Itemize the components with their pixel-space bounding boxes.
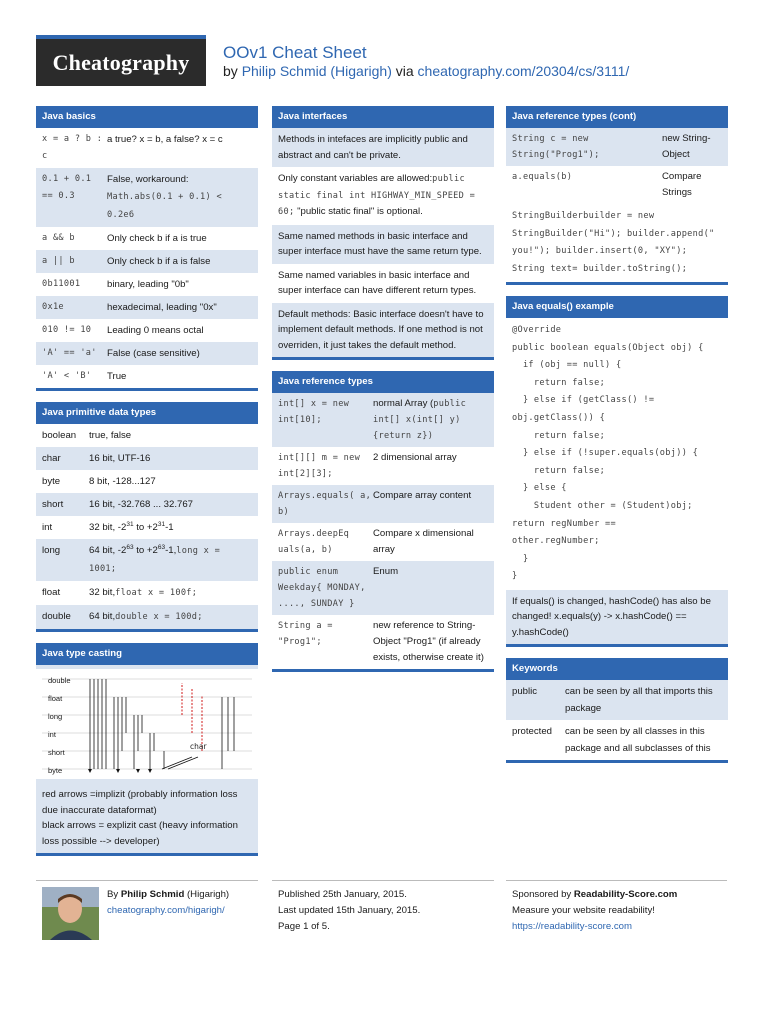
equals-code	[506, 318, 728, 590]
desc-cell	[107, 276, 252, 293]
item-text: Same named methods in basic interface and super interface must have the same return type.	[278, 230, 482, 257]
item-text: Default methods: Basic interface doesn't have to implement default methods. If one method is not overriden, it just takes the default method.	[278, 308, 484, 351]
code-cell: 'A' < 'B'	[42, 371, 92, 381]
desc-cell	[373, 564, 488, 612]
section-title: Keywords	[506, 658, 728, 680]
type-cell: byte	[42, 476, 61, 487]
keyword-cell: public	[512, 686, 538, 698]
code-line: return false;	[512, 430, 606, 441]
column-1	[36, 106, 258, 867]
type-label: double	[48, 676, 71, 685]
desc-text: to +2	[133, 522, 158, 533]
type-label: byte	[48, 766, 63, 775]
code-cell: a || b	[42, 256, 75, 266]
item-code: public static final int HIGHWAY_MIN_SPEED = 60;	[278, 174, 476, 217]
interfaces-box	[272, 106, 494, 360]
table-row	[36, 516, 258, 539]
page-title: OOv1 Cheat Sheet	[223, 43, 367, 62]
type-casting-diagram	[42, 669, 252, 779]
list-item	[272, 167, 494, 225]
desc-text: Only check b if a is false	[107, 256, 211, 267]
item-text: Methods in intefaces are implicitly public and abstract and can't be private.	[278, 134, 468, 161]
equals-note: If equals() is changed, hashCode() has also be changed! x.equals(y) -> x.hashCode() == y.hashCode()	[506, 590, 728, 645]
code-cell: String a = "Prog1";	[278, 621, 333, 647]
desc-cell	[89, 473, 252, 490]
desc-cell: Compare Strings	[662, 171, 702, 198]
exponent: 31	[126, 520, 134, 528]
desc-text: 2 dimensional array	[373, 452, 457, 463]
primitive-types-box	[36, 402, 258, 632]
code-cell: 010 != 10	[42, 325, 92, 335]
by-prefix: by	[223, 63, 238, 79]
footer-author	[36, 880, 258, 940]
type-cell: float	[42, 587, 61, 598]
desc-text: to +2	[133, 545, 158, 556]
java-basics-box	[36, 106, 258, 391]
desc-text: 8 bit, -128...127	[89, 476, 156, 487]
desc-code: long x = 1001;	[89, 546, 221, 574]
casting-arrows-svg	[42, 669, 252, 779]
code-line: return false;	[512, 465, 606, 476]
code-line: }	[512, 553, 529, 564]
footer-author-nick: (Higarigh)	[186, 889, 230, 900]
desc-text: hexadecimal, leading "0x"	[107, 302, 217, 313]
desc-cell	[89, 519, 252, 536]
desc-cell: can be seen by all that imports this package	[565, 686, 713, 715]
type-cell: char	[42, 453, 61, 464]
code-line: } else if (!super.equals(obj)) {	[512, 448, 699, 459]
list-item	[272, 225, 494, 264]
table-row	[36, 365, 258, 388]
code-line: return false;	[512, 377, 606, 388]
desc-cell	[89, 427, 252, 444]
table-row	[36, 470, 258, 493]
sponsored-prefix: Sponsored by	[512, 889, 572, 900]
desc-cell	[89, 584, 252, 602]
desc-cell: can be seen by all classes in this package and all subclasses of this	[565, 726, 711, 755]
desc-cell	[107, 131, 252, 165]
footer-sponsor	[506, 880, 727, 940]
footer-author-link[interactable]: cheatography.com/higarigh/	[107, 905, 225, 916]
code-line: if (obj == null) {	[512, 360, 622, 371]
via-text: via	[395, 63, 414, 79]
code-cell: int[][] m = new int[2][3];	[278, 453, 361, 479]
exponent: 63	[157, 543, 166, 551]
type-cell: boolean	[42, 430, 77, 441]
column-2	[272, 106, 494, 683]
section-title: Java equals() example	[506, 296, 728, 318]
sponsor-line	[512, 887, 727, 903]
desc-text: False, workaround:	[107, 174, 189, 185]
footer-author-name: Philip Schmid	[120, 889, 185, 900]
casting-note: red arrows =implizit (probably information loss due inaccurate dataformat) black arrows = explizit cast (heavy information loss possible --> developer)	[36, 783, 258, 853]
type-cell: long	[42, 545, 61, 556]
desc-text: 16 bit, UTF-16	[89, 453, 151, 464]
table-row	[36, 424, 258, 447]
table-row	[36, 447, 258, 470]
code-cell: a && b	[42, 233, 75, 243]
code-cell: 'A' == 'a'	[42, 348, 97, 358]
table-row	[272, 523, 494, 561]
footer-author-text	[107, 887, 229, 919]
item-text: Same named variables in basic interface and super interface can have different return types.	[278, 269, 477, 296]
desc-text: 16 bit, -32.768 ... 32.767	[89, 499, 194, 510]
table-row	[36, 605, 258, 629]
desc-text: True	[107, 371, 127, 382]
table-row	[36, 128, 258, 168]
table-row	[36, 168, 258, 227]
char-label: char	[190, 742, 207, 751]
desc-text: Enum	[373, 566, 399, 577]
column-3	[506, 106, 728, 774]
reference-types-box	[272, 371, 494, 672]
desc-text: 64 bit, -2	[89, 545, 127, 556]
desc-text: -1,	[165, 545, 177, 556]
table-row	[36, 493, 258, 516]
code-line: obj.getClass()) {	[512, 412, 606, 423]
code-line: }	[512, 571, 518, 582]
desc-text: binary, leading "0b"	[107, 279, 189, 290]
code-cell: String c = new String("Prog1");	[512, 134, 600, 160]
section-title: Java interfaces	[272, 106, 494, 128]
desc-cell	[107, 171, 252, 224]
desc-text: False (case sensitive)	[107, 348, 200, 359]
sponsor-name[interactable]: Readability-Score.com	[573, 889, 678, 900]
desc-cell	[107, 230, 252, 247]
desc-cell	[89, 542, 252, 578]
desc-text: Compare x dimensional array	[373, 528, 474, 555]
desc-text: a true? x = b, a false? x = c	[107, 134, 223, 145]
byline	[223, 63, 629, 79]
author-link[interactable]: Philip Schmid (Higarigh)	[241, 63, 392, 79]
desc-text: 64 bit,	[89, 611, 116, 622]
desc-cell	[373, 618, 488, 666]
table-row	[36, 296, 258, 319]
keyword-cell: protected	[512, 726, 553, 738]
desc-cell	[107, 368, 252, 385]
desc-text: Leading 0 means octal	[107, 325, 204, 336]
sponsor-link[interactable]: https://readability-score.com	[512, 921, 632, 932]
stringbuilder-code: StringBuilderbuilder = new StringBuilder("Hi"); builder.append(" you!"); builder.insert(0, "XY"); String text= builder.toString();	[506, 204, 728, 282]
table-row	[36, 342, 258, 365]
desc-cell	[89, 450, 252, 467]
table-row	[36, 581, 258, 605]
section-title: Java basics	[36, 106, 258, 128]
table-row	[36, 273, 258, 296]
desc-text: -1	[165, 522, 174, 533]
cheatography-logo[interactable]: Cheatography	[36, 35, 206, 86]
section-title: Java reference types (cont)	[506, 106, 728, 128]
code-line: public boolean equals(Object obj) {	[512, 342, 704, 353]
desc-cell	[373, 450, 488, 482]
section-title: Java primitive data types	[36, 402, 258, 424]
page-number: Page 1 of 5.	[278, 921, 330, 932]
footer-dates	[272, 880, 494, 940]
sponsor-tagline: Measure your website readability!	[512, 905, 655, 916]
code-cell: 0x1e	[42, 302, 64, 312]
code-line: @Override	[512, 325, 562, 335]
type-cell: short	[42, 499, 64, 510]
table-row	[36, 250, 258, 273]
by-label: By	[107, 889, 119, 900]
desc-code: double x = 100d;	[115, 612, 203, 622]
table-row	[272, 393, 494, 447]
code-cell: Arrays.deepEq uals(a, b)	[278, 529, 350, 555]
type-cell: double	[42, 611, 71, 622]
desc-text: 32 bit, -2	[89, 522, 127, 533]
exponent: 31	[157, 520, 166, 528]
equals-example-box	[506, 296, 728, 647]
code-cell: int[] x = new int[10];	[278, 399, 350, 425]
type-label: long	[48, 712, 63, 721]
table-row	[272, 485, 494, 523]
list-item	[272, 303, 494, 358]
desc-cell	[107, 253, 252, 270]
code-line: Student other = (Student)obj;	[512, 500, 693, 511]
type-casting-box	[36, 643, 258, 856]
desc-text: true, false	[89, 430, 132, 441]
list-item	[272, 264, 494, 303]
item-text: "public static final" is optional.	[294, 206, 423, 217]
desc-cell	[373, 396, 488, 444]
updated-date: Last updated 15th January, 2015.	[278, 905, 421, 916]
desc-cell	[89, 608, 252, 626]
desc-code: Math.abs(0.1 + 0.1) < 0.2e6	[107, 192, 222, 220]
type-label: short	[48, 748, 65, 757]
list-item	[272, 128, 494, 167]
desc-cell	[373, 526, 488, 558]
desc-cell: new String-Object	[662, 133, 711, 160]
item-text: Only constant variables are allowed:	[278, 173, 433, 184]
table-row	[506, 680, 728, 720]
table-row	[272, 561, 494, 615]
table-row	[506, 166, 728, 204]
table-row	[506, 128, 728, 166]
code-cell: 0b11001	[42, 279, 81, 289]
desc-cell	[89, 496, 252, 513]
code-line: return regNumber ==	[512, 518, 617, 529]
section-title: Java type casting	[36, 643, 258, 665]
desc-cell	[373, 488, 488, 520]
keywords-box	[506, 658, 728, 763]
desc-text: Compare array content	[373, 490, 472, 501]
desc-text: Only check b if a is true	[107, 233, 207, 244]
desc-text: new reference to String-Object "Prog1" (if already exists, otherwise create it)	[373, 620, 484, 663]
desc-text: 32 bit,	[89, 587, 116, 598]
author-avatar	[42, 887, 99, 940]
table-row	[36, 227, 258, 250]
type-label: int	[48, 730, 56, 739]
table-row	[272, 615, 494, 669]
table-row	[36, 319, 258, 342]
desc-cell	[107, 322, 252, 339]
code-line: } else {	[512, 483, 567, 494]
desc-code: float x = 100f;	[115, 588, 198, 598]
desc-cell	[107, 345, 252, 362]
code-cell: public enum Weekday{ MONDAY, ...., SUNDAY }	[278, 567, 366, 609]
table-row	[506, 720, 728, 760]
table-row	[36, 539, 258, 581]
type-cell: int	[42, 522, 53, 533]
reference-types-cont-box	[506, 106, 728, 285]
diagram-row	[36, 669, 258, 779]
code-cell: Arrays.equals( a, b)	[278, 491, 372, 517]
published-date: Published 25th January, 2015.	[278, 889, 407, 900]
exponent: 63	[126, 543, 134, 551]
table-row	[272, 447, 494, 485]
footer	[36, 880, 727, 942]
sheet-url-link[interactable]: cheatography.com/20304/cs/3111/	[417, 63, 630, 79]
type-label: float	[48, 694, 63, 703]
desc-cell	[107, 299, 252, 316]
code-line: } else if (getClass() !=	[512, 395, 655, 406]
code-line: other.regNumber;	[512, 536, 600, 547]
code-cell: 0.1 + 0.1 == 0.3	[42, 174, 92, 201]
code-cell: x = a ? b : c	[42, 134, 103, 161]
section-title: Java reference types	[272, 371, 494, 393]
desc-text: normal Array (	[373, 398, 434, 409]
desc-code: public int[] x(int[] y) {return z})	[373, 399, 467, 441]
diagram-labels	[48, 672, 71, 780]
code-cell: a.equals(b)	[512, 172, 573, 182]
